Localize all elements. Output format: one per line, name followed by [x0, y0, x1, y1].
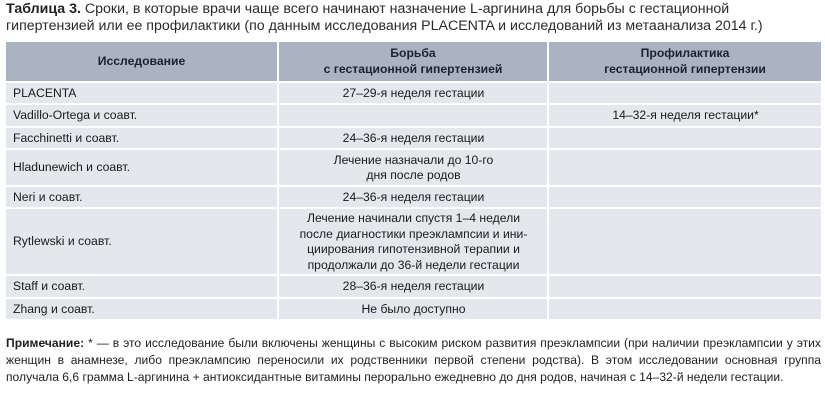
table-row [6, 82, 821, 104]
cell-prevention [548, 186, 821, 208]
cell-study: Neri и соавт. [6, 186, 278, 208]
table-row [6, 104, 821, 127]
cell-treatment: 24–36-я неделя гестации [278, 127, 548, 149]
cell-study: Zhang и соавт. [6, 298, 278, 319]
cell-treatment: 24–36-я неделя гестации [278, 186, 548, 208]
cell-prevention [548, 275, 821, 298]
cell-study: Rytlewski и соавт. [6, 208, 278, 275]
cell-study: Vadillo-Ortega и соавт. [6, 104, 278, 127]
cell-study: Facchinetti и соавт. [6, 127, 278, 149]
cell-treatment [278, 104, 548, 127]
table-header-row [6, 42, 821, 82]
cell-prevention [548, 298, 821, 319]
table-footnote [6, 335, 821, 387]
header-study: Исследование [6, 42, 278, 82]
caption-text: Сроки, в которые врачи чаще всего начинают назначение L-аргинина для борьбы с гестационной гипертензией или ее профилактики (по данным исследования PLACENTA и исследований из метаанализа 2014 г.) [6, 1, 763, 34]
cell-prevention [548, 149, 821, 186]
table-caption [6, 1, 821, 35]
cell-treatment: Лечение начинали спустя 1–4 недели после диагностики преэклампсии и ини- циирования гипотензивной терапии и продолжали до 36-й недели гестации [278, 208, 548, 275]
table-row [6, 127, 821, 149]
table-row [6, 275, 821, 298]
cell-prevention [548, 127, 821, 149]
cell-treatment: 27–29-я неделя гестации [278, 82, 548, 104]
table-row [6, 149, 821, 186]
cell-study: Staff и соавт. [6, 275, 278, 298]
cell-study: PLACENTA [6, 82, 278, 104]
cell-treatment: 28–36-я неделя гестации [278, 275, 548, 298]
table-row [6, 186, 821, 208]
note-label: Примечание: [6, 336, 85, 350]
study-timing-table [6, 42, 821, 319]
cell-treatment: Лечение назначали до 10-го дня после родов [278, 149, 548, 186]
cell-prevention [548, 208, 821, 275]
cell-treatment: Не было доступно [278, 298, 548, 319]
table-row [6, 208, 821, 275]
cell-prevention: 14–32-я неделя гестации* [548, 104, 821, 127]
cell-prevention [548, 82, 821, 104]
cell-study: Hladunewich и соавт. [6, 149, 278, 186]
caption-lead: Таблица 3. [6, 1, 81, 17]
table-row [6, 298, 821, 319]
header-prevention: Профилактика гестационной гипертензии [548, 42, 821, 82]
header-treatment: Борьба с гестационной гипертензией [278, 42, 548, 82]
note-text: * — в это исследование были включены женщины с высоким риском развития преэклампсии (при наличии преэклампсии у этих женщин в анамнезе, либо преэклампсию переносили их родственники первой степени родства). В этом исследовании основная группа получала 6,6 грамма L-аргинина + антиоксидантные витамины перорально ежедневно до дня родов, начиная с 14–32-й недели гестации. [6, 336, 821, 385]
